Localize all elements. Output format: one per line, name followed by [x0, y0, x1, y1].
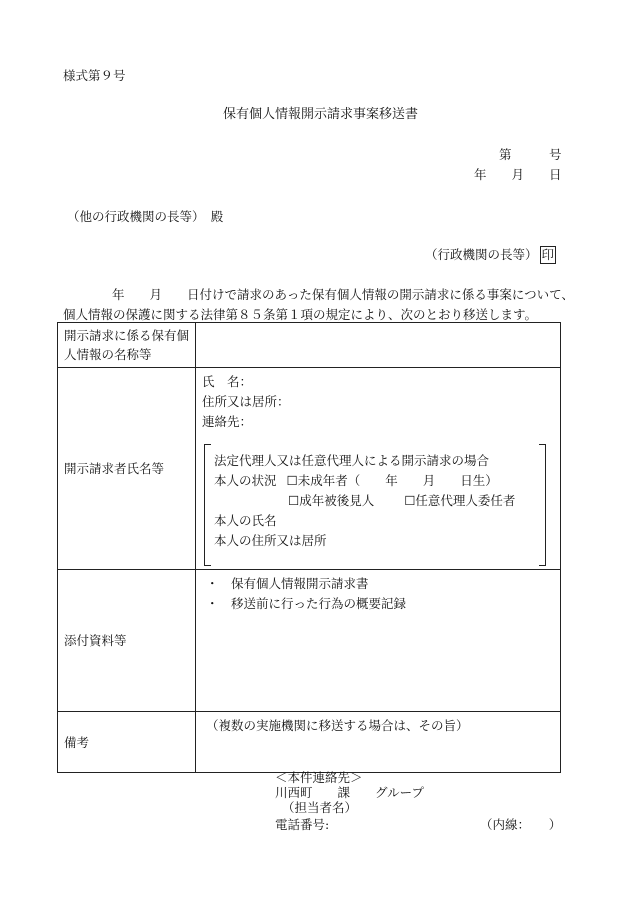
contact-person: （担当者名） — [282, 800, 358, 815]
row-label-remarks: 備考 — [58, 712, 196, 773]
document-title: 保有個人情報開示請求事案移送書 — [223, 107, 419, 122]
contact-department: 川西町 課 グループ — [275, 785, 425, 800]
principal-name-label: 本人の氏名 — [214, 513, 277, 528]
document-name-cell — [196, 323, 561, 368]
delegator-checkbox-option: ☐任意代理人委任者 — [404, 493, 516, 508]
requester-address-label: 住所又は居所： — [202, 394, 290, 409]
attachment-item: ・ 移送前に行った行為の概要記録 — [206, 596, 407, 611]
seal-mark: 印 — [541, 247, 555, 262]
transfer-details-table — [57, 322, 561, 773]
principal-address-label: 本人の住所又は居所 — [214, 533, 327, 548]
guardianship-options-row — [288, 491, 515, 509]
requester-contact-label: 連絡先： — [202, 414, 253, 429]
principal-status-label: 本人の状況 — [214, 473, 277, 488]
table-row — [58, 368, 561, 570]
agent-section-heading: 法定代理人又は任意代理人による開示請求の場合 — [214, 453, 490, 468]
addressee: （他の行政機関の長等） 殿 — [67, 209, 224, 224]
agent-box-left-bracket — [204, 444, 211, 566]
sender-line — [425, 245, 556, 264]
adult-ward-checkbox-option: ☐成年被後見人 — [288, 493, 375, 508]
row-label-requester: 開示請求者氏名等 — [58, 368, 196, 570]
remarks-note: （複数の実施機関に移送する場合は、その旨） — [206, 718, 469, 733]
body-line-1: 年 月 日付けで請求のあった保有個人情報の開示請求に係る事案について、 — [112, 287, 574, 302]
requester-name-label: 氏 名： — [202, 374, 253, 389]
requester-cell — [196, 368, 561, 570]
attachment-item: ・ 保有個人情報開示請求書 — [206, 576, 369, 591]
form-number: 様式第９号 — [63, 68, 126, 83]
sender: （行政機関の長等） — [425, 247, 538, 262]
body-line-2: 個人情報の保護に関する法律第８５条第１項の規定により、次のとおり移送します。 — [63, 307, 538, 322]
row-label-attachments: 添付資料等 — [58, 570, 196, 712]
minor-checkbox-option: ☐未成年者（ 年 月 日生） — [286, 473, 498, 488]
table-row — [58, 712, 561, 773]
table-row — [58, 323, 561, 368]
issue-date: 年 月 日 — [474, 167, 562, 182]
agent-box-right-bracket — [539, 444, 546, 566]
principal-status-row — [214, 471, 498, 489]
table-row — [58, 570, 561, 712]
remarks-cell — [196, 712, 561, 773]
contact-heading: ＜本件連絡先＞ — [275, 770, 363, 785]
contact-extension: （内線： ） — [480, 817, 562, 832]
reference-number: 第 号 — [499, 147, 562, 162]
contact-phone: 電話番号: — [275, 817, 330, 832]
attachments-cell — [196, 570, 561, 712]
row-label-document-name: 開示請求に係る保有個人情報の名称等 — [58, 323, 196, 368]
